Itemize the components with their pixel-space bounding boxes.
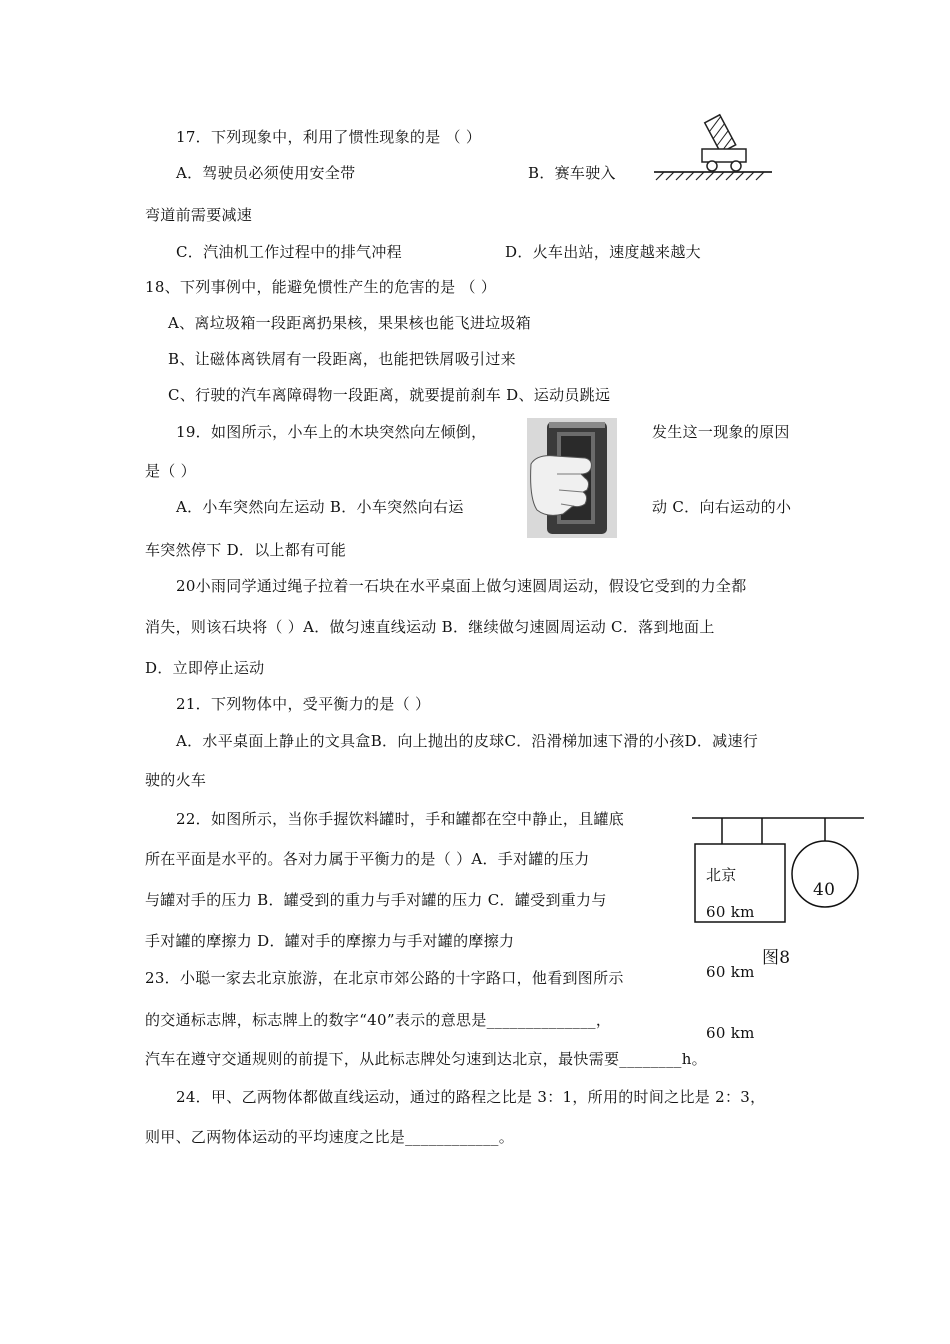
q20-line-3: D．立即停止运动 xyxy=(145,659,265,677)
q21-line-1: A．水平桌面上静止的文具盒B．向上抛出的皮球C．沿滑梯加速下滑的小孩D．减速行 xyxy=(176,732,759,750)
hand-holding-can-image xyxy=(527,418,617,538)
q18-option-a: A、离垃圾箱一段距离扔果核，果果核也能飞进垃圾箱 xyxy=(168,314,532,332)
sign-city: 北京 xyxy=(706,866,737,884)
sign-speed-limit: 40 xyxy=(813,880,836,900)
q20-line-1: 20小雨同学通过绳子拉着一石块在水平桌面上做匀速圆周运动，假设它受到的力全都 xyxy=(176,577,747,595)
q24-line-2: 则甲、乙两物体运动的平均速度之比是____________。 xyxy=(145,1128,515,1146)
q19-options-left: A．小车突然向左运动 B．小车突然向右运 xyxy=(176,498,464,516)
cart-body xyxy=(702,149,746,162)
distance-label-1: 60 km xyxy=(706,963,755,981)
q17-stem: 17．下列现象中，利用了惯性现象的是 （ ） xyxy=(176,128,482,146)
cart-block-figure xyxy=(650,112,775,184)
q22-line-3: 与罐对手的压力 B．罐受到的重力与手对罐的压力 C．罐受到重力与 xyxy=(145,891,607,909)
q17-option-c: C．汽油机工作过程中的排气冲程 xyxy=(176,243,402,261)
cart-wheel-left xyxy=(707,161,717,171)
q18-option-c-d: C、行驶的汽车离障碍物一段距离，就要提前刹车 D、运动员跳远 xyxy=(168,386,611,404)
q22-line-1: 22．如图所示，当你手握饮料罐时，手和罐都在空中静止，且罐底 xyxy=(176,810,625,828)
cart-wheel-right xyxy=(731,161,741,171)
q23-line-2: 的交通标志牌，标志牌上的数字“40”表示的意思是______________， xyxy=(145,1011,612,1029)
q17-option-b-continued: 弯道前需要减速 xyxy=(145,206,253,224)
q18-option-b: B、让磁体离铁屑有一段距离，也能把铁屑吸引过来 xyxy=(168,350,516,368)
ground-hatching xyxy=(656,172,764,180)
q23-line-1: 23．小聪一家去北京旅游，在北京市郊公路的十字路口，他看到图所示 xyxy=(145,969,624,987)
sign-distance: 60 km xyxy=(706,903,755,921)
q22-line-4: 手对罐的摩擦力 D．罐对手的摩擦力与手对罐的摩擦力 xyxy=(145,932,515,950)
q21-stem: 21．下列物体中，受平衡力的是（ ） xyxy=(176,695,431,713)
q17-option-b: B．赛车驶入 xyxy=(528,164,616,182)
q19-options-right: 动 C．向右运动的小 xyxy=(652,498,792,516)
q17-option-a: A．驾驶员必须使用安全带 xyxy=(176,164,356,182)
q19-stem-left: 19．如图所示，小车上的木块突然向左倾倒， xyxy=(176,423,487,441)
q17-option-d: D．火车出站，速度越来越大 xyxy=(505,243,701,261)
tilted-block xyxy=(705,115,736,153)
figure-caption: 图8 xyxy=(762,948,791,968)
q20-line-2: 消失，则该石块将（ ）A．做匀速直线运动 B．继续做匀速圆周运动 C．落到地面上 xyxy=(145,618,715,636)
q19-stem-continued: 是（ ） xyxy=(145,462,196,480)
q22-line-2: 所在平面是水平的。各对力属于平衡力的是（ ）A．手对罐的压力 xyxy=(145,850,590,868)
q18-stem: 18、下列事例中，能避免惯性产生的危害的是 （ ） xyxy=(145,278,497,296)
q19-options-continued: 车突然停下 D．以上都有可能 xyxy=(145,541,346,559)
q21-line-2: 驶的火车 xyxy=(145,771,207,789)
distance-label-2: 60 km xyxy=(706,1024,755,1042)
q23-line-3: 汽车在遵守交通规则的前提下，从此标志牌处匀速到达北京，最快需要________h。 xyxy=(145,1050,707,1068)
q19-stem-right: 发生这一现象的原因 xyxy=(652,423,790,441)
q24-line-1: 24．甲、乙两物体都做直线运动，通过的路程之比是 3：1，所用的时间之比是 2：3， xyxy=(176,1088,766,1106)
